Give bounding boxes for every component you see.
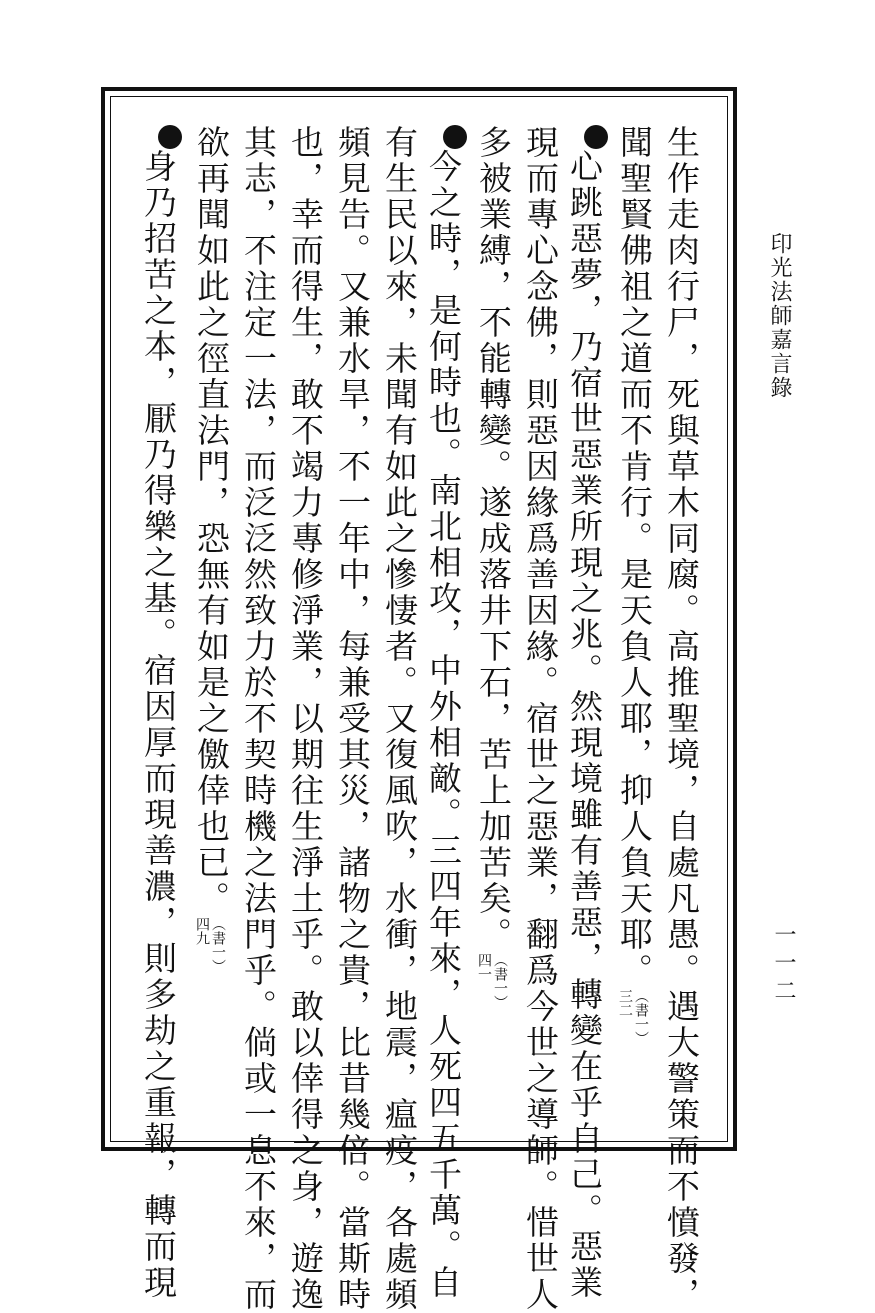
text-column: [613, 125, 655, 1135]
column-text: 今之時，是何時也。南北相攻，中外相敵。三四年來，人死四五千萬。自: [424, 149, 463, 1301]
source-note: [194, 917, 226, 973]
bullet-icon: [584, 125, 608, 149]
column-text: 有生民以來，未聞有如此之慘悽者。又復風吹，水衝，地震，瘟疫，各處頻: [380, 125, 419, 1313]
source-note-book: ︵書一︶: [492, 953, 508, 1009]
source-note-book: ︵書一︶: [633, 989, 649, 1045]
source-note-number: 四一: [476, 953, 492, 981]
text-column: [472, 125, 514, 1135]
source-note: [476, 953, 508, 1009]
text-column: [237, 125, 279, 1313]
column-text: 現而專心念佛，則惡因緣爲善因緣。宿世之惡業，翻爲今世之導師。惜世人: [521, 125, 560, 1313]
text-column: [565, 125, 608, 1301]
text-column: [331, 125, 373, 1313]
text-column: [424, 125, 467, 1301]
text-column: [190, 125, 232, 1135]
source-note-book: ︵書一︶: [210, 917, 226, 973]
column-text: 欲再聞如此之徑直法門，恐無有如是之儌倖也已。: [192, 125, 231, 917]
running-header-book-title: 印光法師嘉言錄: [767, 232, 792, 400]
column-text: 其志，不注定一法，而泛泛然致力於不契時機之法門乎。倘或一息不來，而: [239, 125, 278, 1313]
bullet-icon: [158, 125, 182, 149]
column-text: 多被業縛，不能轉變。遂成落井下石，苦上加苦矣。: [474, 125, 513, 953]
source-note-number: 四九: [194, 917, 210, 945]
column-text: 也，幸而得生，敢不竭力專修淨業，以期往生淨土乎。敢以倖得之身，遊逸: [286, 125, 325, 1313]
column-text: 心跳惡夢，乃宿世惡業所現之兆。然現境雖有善惡，轉變在乎自己。惡業: [565, 149, 604, 1301]
text-column: [519, 125, 561, 1313]
column-text: 身乃招苦之本，厭乃得樂之基。宿因厚而現善濃，則多劫之重報，轉而現: [139, 149, 178, 1301]
text-column: [660, 125, 702, 1313]
column-text: 生作走肉行尸，死與草木同腐。高推聖境，自處凡愚。遇大警策而不憤發，: [662, 125, 701, 1313]
text-column: [378, 125, 420, 1313]
text-column: [139, 125, 182, 1301]
column-text: 聞聖賢佛祖之道而不肯行。是天負人耶，抑人負天耶。: [615, 125, 654, 989]
bullet-icon: [443, 125, 467, 149]
text-column: [284, 125, 326, 1313]
source-note-number: 三二: [617, 989, 633, 1017]
page-number: 一一二: [771, 923, 796, 1007]
source-note: [617, 989, 649, 1045]
column-text: 頻見告。又兼水旱，不一年中，每兼受其災，諸物之貴，比昔幾倍。當斯時: [333, 125, 372, 1313]
